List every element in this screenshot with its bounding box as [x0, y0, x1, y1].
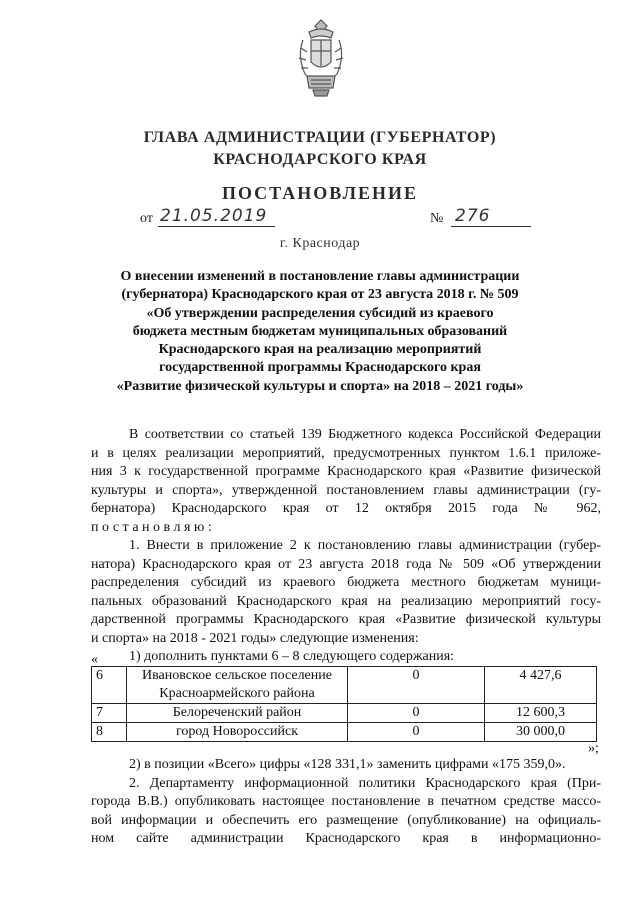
- coat-of-arms-icon: [293, 18, 349, 98]
- date-value: 21.05.2019: [160, 206, 268, 226]
- authority-name-line1: ГЛАВА АДМИНИСТРАЦИИ (ГУБЕРНАТОР): [143, 129, 497, 146]
- row-value-col4: 30 000,0: [485, 723, 597, 742]
- row-value-col3: 0: [348, 704, 485, 723]
- date-label: от: [140, 211, 153, 226]
- preamble-line: культуры и спорта», утвержденной постановлением главы администрации (гу-: [91, 482, 601, 498]
- allocation-table: [91, 666, 597, 742]
- subject-line: (губернатора) Краснодарского края от 23 августа 2018 г. № 509: [121, 287, 519, 303]
- row-municipality: [127, 667, 348, 704]
- number-label: №: [430, 211, 444, 226]
- date-underline: [158, 226, 275, 227]
- number-underline: [451, 226, 531, 227]
- row-number: 8: [92, 723, 127, 742]
- quote-close: »;: [588, 741, 599, 756]
- city-name: г. Краснодар: [279, 236, 361, 251]
- item2-line: ном сайте администрации Краснодарского края в информационно-: [91, 831, 601, 846]
- authority-name-line2: КРАСНОДАРСКОГО КРАЯ: [213, 151, 427, 168]
- number-value: 276: [455, 206, 491, 226]
- document-type: ПОСТАНОВЛЕНИЕ: [221, 183, 419, 203]
- row-number: 7: [92, 704, 127, 723]
- municipality-name-line: Красноармейского района: [159, 686, 315, 701]
- item2-line: вой информации и обеспечить его размещение (опубликование) на официаль-: [91, 812, 601, 828]
- row-value-col4: 4 427,6: [485, 667, 597, 704]
- row-value-col3: 0: [348, 667, 485, 704]
- subject-line: бюджета местным бюджетам муниципальных образований: [132, 323, 508, 339]
- body-section-2: [91, 756, 601, 849]
- decree-word: постановляю:: [91, 519, 216, 535]
- item1-line: 1. Внести в приложение 2 к постановлению главы администрации (губер-: [129, 538, 601, 553]
- subject-line: «Об утверждении распределения субсидий из краевого: [146, 305, 494, 321]
- item1-line: пальных образований Краснодарского края на реализацию мероприятий госу-: [91, 593, 601, 609]
- item1-line: распределения субсидий из краевого бюджета местного бюджетам муници-: [91, 575, 601, 590]
- item1-subitem-1: 1) дополнить пунктами 6 – 8 следующего содержания:: [129, 649, 455, 664]
- table-row: [92, 704, 597, 723]
- municipality-name-line: Ивановское сельское поселение: [142, 668, 332, 683]
- item1-line: натора) Краснодарского края от 23 августа 2018 года № 509 «Об утверждении: [91, 556, 601, 572]
- item1-line: и спорта» на 2018 - 2021 годы» следующие изменения:: [91, 630, 419, 646]
- row-municipality: Белореченский район: [127, 704, 348, 723]
- subject-line: «Развитие физической культуры и спорта» на 2018 – 2021 годы»: [116, 378, 524, 394]
- item1-subitem-2: 2) в позиции «Всего» цифры «128 331,1» заменить цифрами «175 359,0».: [129, 757, 566, 772]
- subject-line: О внесении изменений в постановление главы администрации: [120, 269, 520, 284]
- document-subject: [90, 268, 550, 396]
- item1-line: дарственной программы Краснодарского края «Развитие физической культуры: [91, 612, 601, 627]
- preamble-line: бернатора) Краснодарского края от 12 октября 2015 года № 962,: [91, 501, 601, 516]
- row-value-col4: 12 600,3: [485, 704, 597, 723]
- body-section-1: [91, 426, 601, 667]
- row-municipality: город Новороссийск: [127, 723, 348, 742]
- table-row: [92, 667, 597, 704]
- subject-line: Краснодарского края на реализацию мероприятий: [158, 342, 482, 358]
- row-value-col3: 0: [348, 723, 485, 742]
- item2-line: 2. Департаменту информационной политики Краснодарского края (При-: [129, 775, 601, 791]
- preamble-line: ния 3 к государственной программе Краснодарского края «Развитие физической: [91, 464, 601, 479]
- quote-open: «: [91, 652, 98, 667]
- item2-line: города В.В.) опубликовать настоящее постановление в печатном средстве массо-: [91, 794, 601, 809]
- preamble-line: и в целях реализации мероприятий, предусмотренных пунктом 1.6.1 приложе-: [91, 445, 601, 461]
- subject-line: государственной программы Краснодарского края: [159, 360, 481, 376]
- row-number: 6: [92, 667, 127, 704]
- table-row: [92, 723, 597, 742]
- preamble-line: В соответствии со статьей 139 Бюджетного кодекса Российской Федерации: [129, 427, 601, 442]
